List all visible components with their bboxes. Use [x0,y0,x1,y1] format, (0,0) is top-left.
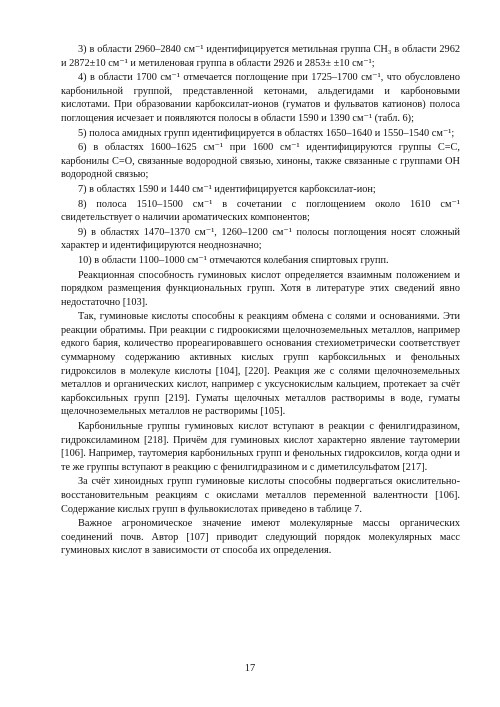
paragraph-item-4: 4) в области 1700 см⁻¹ отмечается поглощение при 1725–1700 см⁻¹, что обусловлено карбонильной группой, представленной кетонами, альдегидами и карбоновыми кислотами. При образовании карбоксилат-ионов (гуматов и фульватов катионов) полоса поглощения исчезает и появляются полосы в области 1590 и 1390 см⁻¹ (табл. 6); [61,72,460,124]
paragraph-exchange-reactions: Так, гуминовые кислоты способны к реакциям обмена с солями и основаниями. Эти реакции обратимы. При реакции с гидроокисями щелочноземельных металлов, например едкого бария, количество прореагировавшего основания стехиометрически соответствует суммарному содержанию активных кислых групп карбоксильных и фенольных гидроксилов в молекуле кислоты [104], [220]. Реакция же с солями щелочноземельных металлов и органических кислот, например с уксуснокислым кальцием, протекает за счёт карбоксильных групп [219]. Гуматы щелочных металлов растворимы в воде, гуматы щелочноземельных металлов не растворимы [105]. [61,311,460,418]
body-text [61,43,460,558]
paragraph-item-3: 3) в области 2960–2840 см⁻¹ идентифицируется метильная группа CH₃ в области 2962 и 2872±10 см⁻¹ и метиленовая группа в области 2926 и 2853± ±10 см⁻¹; [61,44,460,69]
paragraph-item-9: 9) в областях 1470–1370 см⁻¹, 1260–1200 см⁻¹ полосы поглощения носят сложный характер и идентифицируются неоднозначно; [61,226,460,252]
paragraph-quinoid-groups: За счёт хиноидных групп гуминовые кислоты способны подвергаться окислительно-восстановительным реакциям с окислами металлов переменной валентности [106]. Содержание кислых групп в фульвокислотах приведено в таблице 7. [61,476,460,515]
paragraph-item-10: 10) в области 1100–1000 см⁻¹ отмечаются колебания спиртовых групп. [78,254,389,266]
page-number: 17 [244,663,256,674]
paragraph-item-7: 7) в областях 1590 и 1440 см⁻¹ идентифицируется карбоксилат-ион; [78,183,376,195]
paragraph-carbonyl-groups: Карбонильные группы гуминовых кислот вступают в реакции с фенилгидразином, гидроксиламином [218]. Причём для гуминовых кислот характерно явление таутомерии [106]. Например, таутомерия карбонильных групп и фенольных гидроксилов, когда одни и те же группы вступают в реакцию с фенилгидразином и с диметилсульфатом [217]. [61,421,460,473]
paragraph-item-6: 6) в областях 1600–1625 см⁻¹ при 1600 см⁻¹ идентифицируются группы C=C, карбонилы C=O, связанные водородной связью, хиноны, также связанные с группами OH водородной связью; [61,142,460,181]
paragraph-molecular-mass: Важное агрономическое значение имеют молекулярные массы органических соединений почв. Автор [107] приводит следующий порядок молекулярных масс гуминовых кислот в зависимости от способа их определения. [61,518,460,557]
paragraph-item-8: 8) полоса 1510–1500 см⁻¹ в сочетании с поглощением около 1610 см⁻¹ свидетельствует о наличии ароматических компонентов; [61,198,460,224]
paragraph-item-5: 5) полоса амидных групп идентифицируется в областях 1650–1640 и 1550–1540 см⁻¹; [78,127,455,139]
paragraph-reactivity: Реакционная способность гуминовых кислот определяется взаимным положением и порядком размещения функциональных групп. Хотя в литературе этих сведений явно недостаточно [103]. [61,269,460,308]
